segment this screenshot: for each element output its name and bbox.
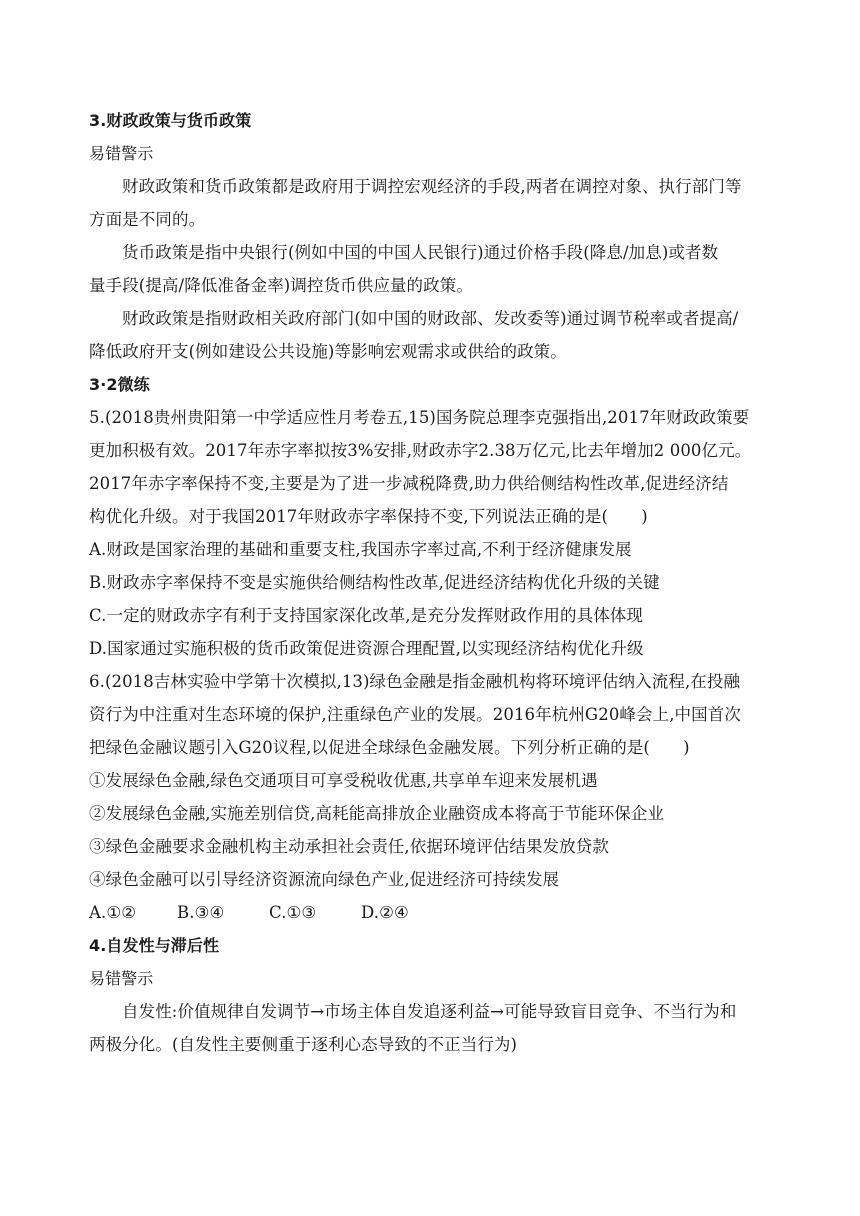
question-6-stem-line: 把绿色金融议题引入G20议程,以促进全球绿色金融发展。下列分析正确的是( ) — [89, 738, 690, 757]
question-6-statement-1: ①发展绿色金融,绿色交通项目可享受税收优惠,共享单车迎来发展机遇 — [89, 771, 598, 790]
paragraph-line: 自发性:价值规律自发调节→市场主体自发追逐利益→可能导致盲目竞争、不当行为和 — [122, 1002, 737, 1021]
question-6-choice-a: A.①② — [89, 903, 137, 922]
question-5-stem-line: 2017年赤字率保持不变,主要是为了进一步减税降费,助力供给侧结构性改革,促进经济结 — [89, 474, 729, 493]
paragraph-line: 财政政策是指财政相关政府部门(如中国的财政部、发改委等)通过调节税率或者提高/ — [122, 309, 739, 328]
question-5-option-a: A.财政是国家治理的基础和重要支柱,我国赤字率过高,不利于经济健康发展 — [89, 540, 632, 559]
practice-heading: 3·2微练 — [89, 375, 150, 394]
question-6-choice-b: B.③④ — [177, 903, 225, 922]
question-5-stem-line: 构优化升级。对于我国2017年财政赤字率保持不变,下列说法正确的是( ) — [89, 507, 648, 526]
question-6-choice-d: D.②④ — [361, 903, 409, 922]
question-6-statement-4: ④绿色金融可以引导经济资源流向绿色产业,促进经济可持续发展 — [89, 870, 560, 889]
question-5-stem-line: 更加积极有效。2017年赤字率拟按3%安排,财政赤字2.38万亿元,比去年增加2 000亿元。 — [89, 441, 752, 460]
question-5-option-d: D.国家通过实施积极的货币政策促进资源合理配置,以实现经济结构优化升级 — [89, 639, 644, 658]
question-6-statement-2: ②发展绿色金融,实施差别信贷,高耗能高排放企业融资成本将高于节能环保企业 — [89, 804, 665, 823]
paragraph-line: 财政政策和货币政策都是政府用于调控宏观经济的手段,两者在调控对象、执行部门等 — [122, 177, 742, 196]
paragraph-line: 方面是不同的。 — [89, 210, 206, 229]
paragraph-line: 降低政府开支(例如建设公共设施)等影响宏观需求或供给的政策。 — [89, 342, 567, 361]
question-6-choices — [89, 896, 779, 929]
paragraph-line: 两极分化。(自发性主要侧重于逐利心态导致的不正当行为) — [89, 1035, 518, 1054]
section-heading-fiscal-monetary: 3.财政政策与货币政策 — [89, 111, 252, 130]
question-6-stem-line: 6.(2018吉林实验中学第十次模拟,13)绿色金融是指金融机构将环境评估纳入流程,在投融 — [89, 672, 741, 691]
question-6-choice-c: C.①③ — [269, 903, 317, 922]
warning-label: 易错警示 — [89, 144, 154, 163]
question-5-option-c: C.一定的财政赤字有利于支持国家深化改革,是充分发挥财政作用的具体体现 — [89, 606, 644, 625]
document-page — [89, 104, 779, 1061]
paragraph-line: 货币政策是指中央银行(例如中国的中国人民银行)通过价格手段(降息/加息)或者数 — [122, 243, 719, 262]
question-6-stem-line: 资行为中注重对生态环境的保护,注重绿色产业的发展。2016年杭州G20峰会上,中国首次 — [89, 705, 741, 724]
paragraph-line: 量手段(提高/降低准备金率)调控货币供应量的政策。 — [89, 276, 473, 295]
question-5-stem-line: 5.(2018贵州贵阳第一中学适应性月考卷五,15)国务院总理李克强指出,2017年财政政策要 — [89, 408, 750, 427]
section-heading-spontaneity-lag: 4.自发性与滞后性 — [89, 936, 220, 955]
warning-label: 易错警示 — [89, 969, 154, 988]
question-5-option-b: B.财政赤字率保持不变是实施供给侧结构性改革,促进经济结构优化升级的关键 — [89, 573, 660, 592]
question-6-statement-3: ③绿色金融要求金融机构主动承担社会责任,依据环境评估结果发放贷款 — [89, 837, 609, 856]
